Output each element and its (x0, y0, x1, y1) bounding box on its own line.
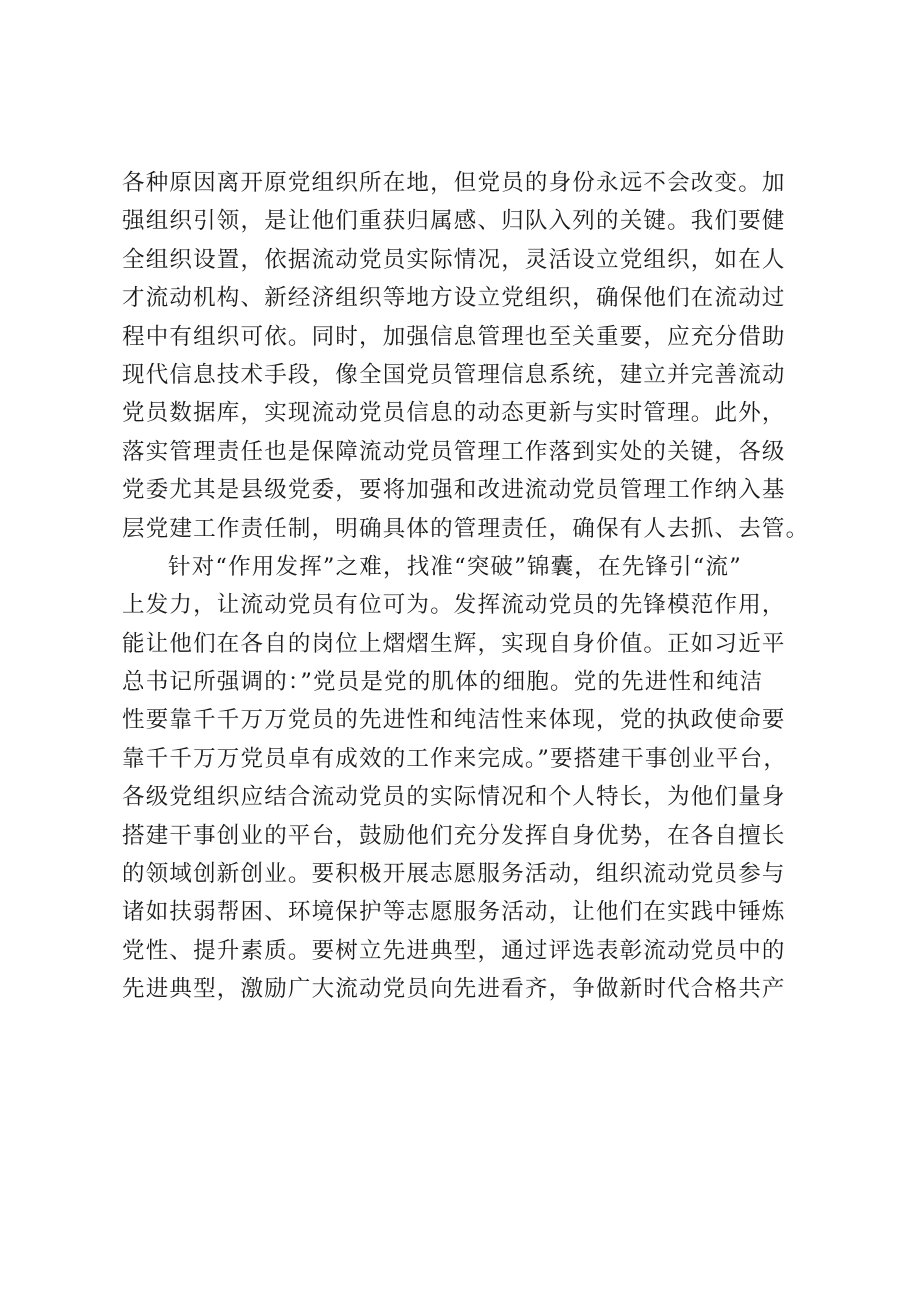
text-line: 党委尤其是县级党委，要将加强和改进流动党员管理工作纳入基 (122, 477, 786, 504)
text-line: 针对“作用发挥”之难，找准“突破”锦囊，在先锋引“流” (168, 553, 742, 580)
text-line: 各种原因离开原党组织所在地，但党员的身份永远不会改变。加 (122, 170, 786, 196)
text-line: 靠千千万万党员卓有成效的工作来完成。”要搭建干事创业平台， (122, 745, 788, 772)
text-line: 才流动机构、新经济组织等地方设立党组织，确保他们在流动过 (122, 285, 786, 312)
text-line: 层党建工作责任制，明确具体的管理责任，确保有人去抓、去管。 (122, 515, 810, 542)
text-line: 的领域创新创业。要积极开展志愿服务活动，组织流动党员参与 (122, 861, 786, 888)
text-line: 各级党组织应结合流动党员的实际情况和个人特长，为他们量身 (122, 784, 786, 811)
text-line: 全组织设置，依据流动党员实际情况，灵活设立党组织，如在人 (122, 246, 786, 273)
text-line: 党员数据库，实现流动党员信息的动态更新与实时管理。此外， (122, 400, 786, 427)
text-line: 诸如扶弱帮困、环境保护等志愿服务活动，让他们在实践中锤炼 (122, 899, 786, 926)
text-line: 总书记所强调的：”党员是党的肌体的细胞。党的先进性和纯洁 (122, 669, 764, 696)
paragraph-role-play (122, 548, 812, 1009)
text-line: 落实管理责任也是保障流动党员管理工作落到实处的关键，各级 (122, 438, 786, 465)
body-text (122, 164, 812, 1009)
text-line: 党性、提升素质。要树立先进典型，通过评选表彰流动党员中的 (122, 937, 786, 964)
text-line: 性要靠千千万万党员的先进性和纯洁性来体现，党的执政使命要 (122, 707, 786, 734)
text-line: 上发力，让流动党员有位可为。发挥流动党员的先锋模范作用， (122, 592, 786, 619)
paragraph-continued (122, 164, 812, 548)
text-line: 现代信息技术手段，像全国党员管理信息系统，建立并完善流动 (122, 361, 786, 388)
text-line: 程中有组织可依。同时，加强信息管理也至关重要，应充分借助 (122, 323, 786, 350)
text-line: 先进典型，激励广大流动党员向先进看齐，争做新时代合格共产 (122, 976, 786, 1003)
text-line: 能让他们在各自的岗位上熠熠生辉，实现自身价值。正如习近平 (122, 630, 786, 657)
text-line: 搭建干事创业的平台，鼓励他们充分发挥自身优势，在各自擅长 (122, 822, 786, 849)
text-line: 强组织引领，是让他们重获归属感、归队入列的关键。我们要健 (122, 208, 786, 235)
